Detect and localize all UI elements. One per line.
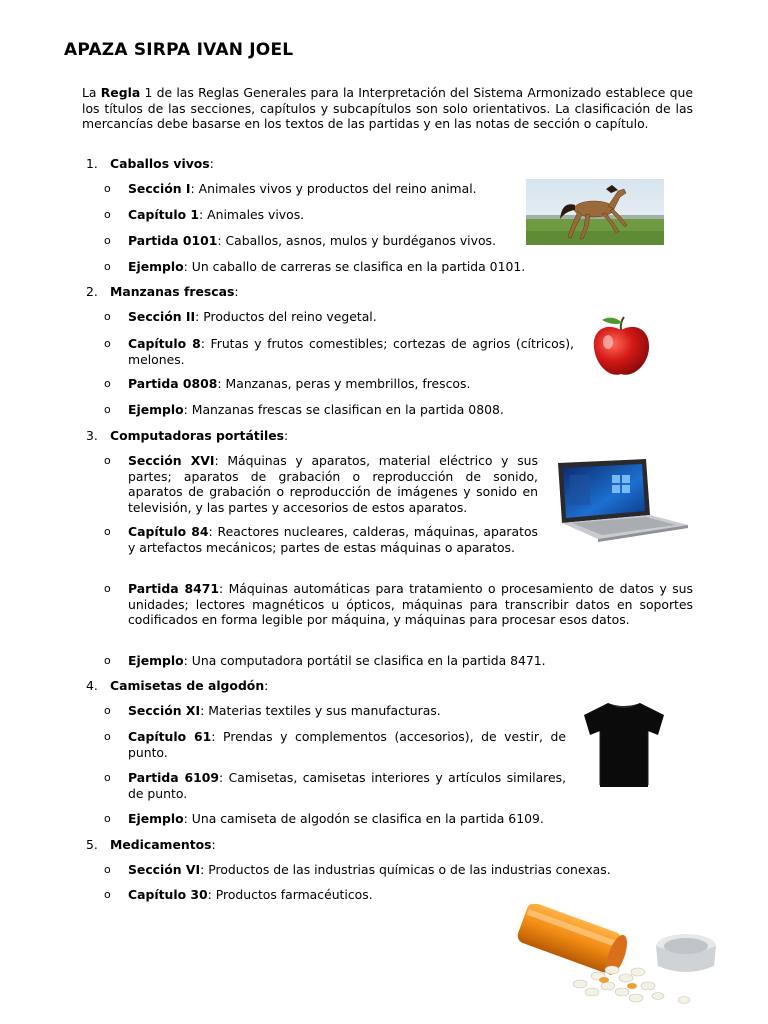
bullet-label: Partida 8471 [128, 581, 219, 596]
item-number: 2. [86, 284, 98, 299]
bullet-text: : Máquinas y aparatos, material eléctrico y sus partes; aparatos de grabación o reproducción de sonido, aparatos de grabación o reproducción de imágenes y sonido en televisión, y las partes y accesorios de estos aparatos. [128, 453, 538, 515]
intro-prefix: La [82, 85, 101, 100]
bullet-label: Sección XI [128, 703, 201, 718]
list-item [104, 207, 524, 223]
item-title-text: Manzanas frescas [110, 284, 235, 299]
bullet-marker: o [104, 260, 111, 273]
list-item [104, 376, 574, 392]
intro-rest: 1 de las Reglas Generales para la Interpretación del Sistema Armonizado establece que los títulos de las secciones, capítulos y subcapítulos son solo orientativos. La clasificación de las mercancías debe basarse en los textos de las partidas y en las notas de sección o capítulo. [82, 85, 694, 131]
item-colon: : [234, 284, 239, 299]
list-item [104, 402, 604, 418]
bullet-label: Capítulo 8 [128, 336, 201, 351]
horse-image [526, 179, 664, 245]
bullet-text: : Camisetas, camisetas interiores y artículos similares, de punto. [128, 770, 567, 801]
item-colon: : [284, 428, 289, 443]
apple-image [586, 314, 656, 380]
bullet-text: : Productos del reino vegetal. [195, 309, 377, 324]
item-title-caballos [86, 156, 214, 172]
list-item [104, 703, 566, 719]
bullet-marker: o [104, 310, 111, 323]
bullet-label: Sección XVI [128, 453, 215, 468]
list-item [104, 729, 566, 760]
bullet-label: Ejemplo [128, 402, 184, 417]
bullet-text: : Productos farmacéuticos. [207, 887, 373, 902]
list-item [104, 453, 538, 515]
list-item [104, 181, 524, 197]
bullet-label: Ejemplo [128, 259, 184, 274]
list-item [104, 336, 574, 367]
bullet-marker: o [104, 403, 111, 416]
bullet-text: : Reactores nucleares, calderas, máquinas, aparatos y artefactos mecánicos; partes de estas máquinas o aparatos. [128, 524, 538, 555]
bullet-label: Partida 6109 [128, 770, 219, 785]
item-number: 5. [86, 837, 98, 852]
list-item [104, 811, 604, 827]
bullet-label: Ejemplo [128, 811, 184, 826]
bullet-marker: o [104, 337, 111, 350]
bullet-marker: o [104, 234, 111, 247]
intro-bold: Regla [100, 85, 141, 100]
item-number: 3. [86, 428, 98, 443]
intro-paragraph [82, 85, 693, 132]
bullet-marker: o [104, 730, 111, 743]
item-colon: : [209, 156, 214, 171]
item-title-manzanas [86, 284, 239, 300]
bullet-text: : Un caballo de carreras se clasifica en la partida 0101. [183, 259, 526, 274]
item-colon: : [211, 837, 216, 852]
bullet-text: : Materias textiles y sus manufacturas. [200, 703, 441, 718]
bullet-label: Capítulo 61 [128, 729, 212, 744]
item-title-medicamentos [86, 837, 216, 853]
list-item [104, 581, 693, 628]
bullet-marker: o [104, 454, 111, 467]
bullet-marker: o [104, 771, 111, 784]
bullet-text: : Prendas y complementos (accesorios), de vestir, de punto. [128, 729, 567, 760]
list-item [104, 887, 693, 903]
item-title-text: Camisetas de algodón [110, 678, 265, 693]
bullet-text: : Animales vivos. [199, 207, 305, 222]
bullet-text: : Una camiseta de algodón se clasifica en la partida 6109. [183, 811, 544, 826]
bullet-marker: o [104, 812, 111, 825]
item-title-camisetas [86, 678, 268, 694]
bullet-label: Sección VI [128, 862, 201, 877]
bullet-text: : Máquinas automáticas para tratamiento o procesamiento de datos y sus unidades; lectores magnéticos u ópticos, máquinas para transcribir datos en soportes codificados en forma legible por máquina, y máquinas para procesar esos datos. [128, 581, 693, 627]
list-item [104, 233, 524, 249]
pills-image [508, 904, 726, 1016]
list-item [104, 309, 574, 325]
item-number: 4. [86, 678, 98, 693]
bullet-label: Sección II [128, 309, 196, 324]
bullet-text: : Una computadora portátil se clasifica en la partida 8471. [183, 653, 546, 668]
list-item [104, 524, 538, 555]
bullet-label: Sección I [128, 181, 191, 196]
item-number: 1. [86, 156, 98, 171]
item-title-text: Caballos vivos [110, 156, 210, 171]
list-item [104, 862, 693, 878]
bullet-marker: o [104, 377, 111, 390]
bullet-marker: o [104, 704, 111, 717]
bullet-text: : Productos de las industrias químicas o de las industrias conexas. [200, 862, 611, 877]
bullet-marker: o [104, 582, 111, 595]
bullet-marker: o [104, 182, 111, 195]
bullet-label: Partida 0808 [128, 376, 218, 391]
bullet-marker: o [104, 863, 111, 876]
bullet-label: Capítulo 84 [128, 524, 209, 539]
laptop-image [552, 455, 692, 545]
bullet-marker: o [104, 525, 111, 538]
bullet-text: : Manzanas, peras y membrillos, frescos. [217, 376, 471, 391]
bullet-marker: o [104, 654, 111, 667]
bullet-label: Ejemplo [128, 653, 184, 668]
bullet-label: Capítulo 30 [128, 887, 208, 902]
item-title-computadoras [86, 428, 288, 444]
list-item [104, 653, 693, 669]
bullet-text: : Caballos, asnos, mulos y burdéganos vivos. [217, 233, 496, 248]
item-title-text: Medicamentos [110, 837, 212, 852]
bullet-text: : Manzanas frescas se clasifican en la partida 0808. [183, 402, 504, 417]
bullet-text: : Frutas y frutos comestibles; cortezas de agrios (cítricos), melones. [128, 336, 574, 367]
bullet-label: Partida 0101 [128, 233, 218, 248]
bullet-marker: o [104, 208, 111, 221]
tshirt-image [578, 697, 670, 791]
bullet-marker: o [104, 888, 111, 901]
list-item [104, 770, 566, 801]
list-item [104, 259, 604, 275]
bullet-text: : Animales vivos y productos del reino animal. [190, 181, 477, 196]
bullet-label: Capítulo 1 [128, 207, 200, 222]
page-title: APAZA SIRPA IVAN JOEL [64, 40, 294, 60]
item-title-text: Computadoras portátiles [110, 428, 285, 443]
item-colon: : [264, 678, 269, 693]
